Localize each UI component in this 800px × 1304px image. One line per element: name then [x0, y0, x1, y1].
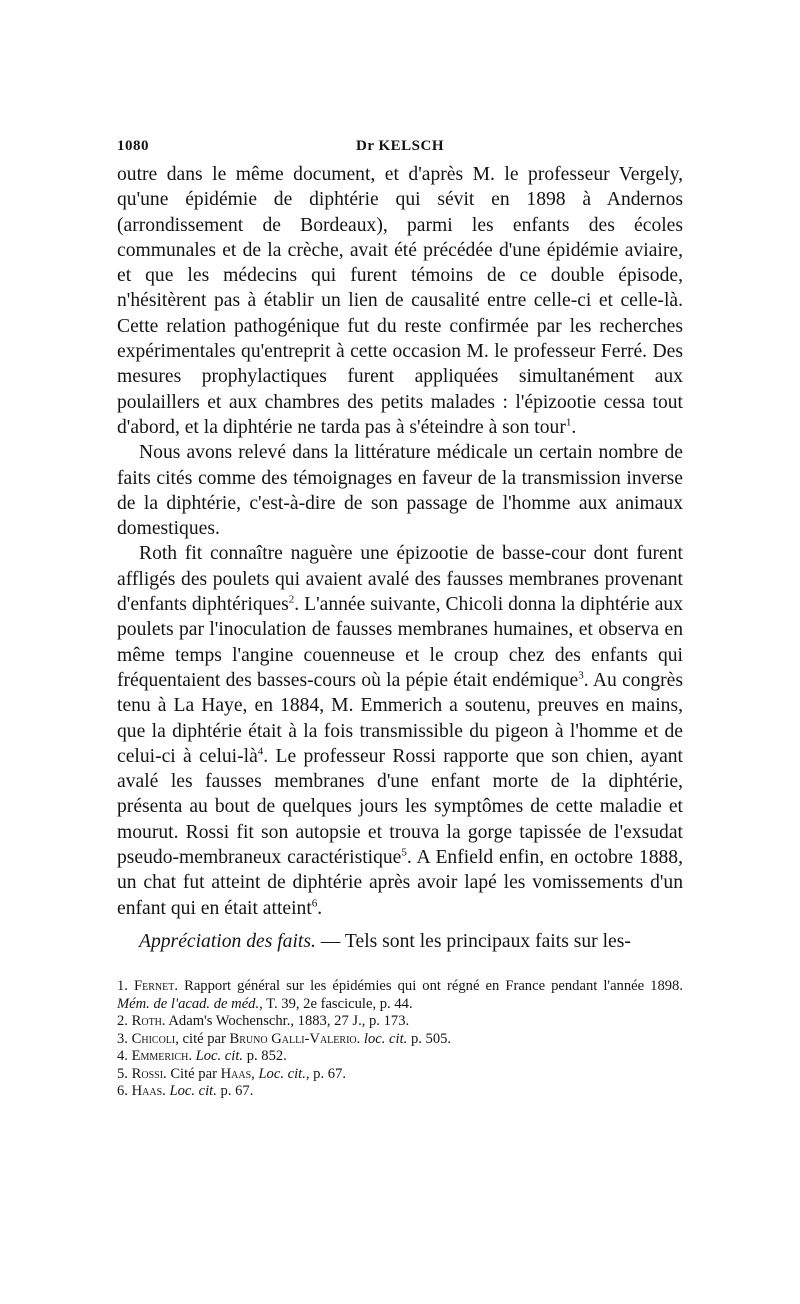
footnote-author: Bruno Galli-Valerio [229, 1030, 357, 1047]
footnote-4 [117, 1048, 683, 1066]
footnote-author: Fernet [134, 978, 175, 995]
running-head [117, 138, 683, 162]
footnote-source: Loc. cit. [169, 1083, 217, 1100]
footnote-number: 2. [117, 1013, 128, 1030]
footnote-number: 6. [117, 1083, 128, 1100]
footnote-author: Rossi [131, 1065, 164, 1082]
footnotes [117, 978, 683, 1101]
running-title: Dr KELSCH [356, 138, 444, 154]
footnote-source: Loc. cit. [195, 1048, 244, 1065]
footnote-ref-6: 6 [311, 897, 318, 910]
footnote-ref-3: 3 [578, 669, 584, 682]
footnote-author: Haas [131, 1083, 163, 1100]
footnote-5: 5. Rossi. Cité par Haas, Loc. cit., p. 67. [117, 1065, 347, 1082]
paragraph-2: Nous avons relevé dans la littérature médicale un certain nombre de faits cités comme des témoignages en faveur de la transmission inverse de la diphtérie, c'est-à-dire de son passage de l'homme aux animaux domestiques. [117, 442, 683, 540]
paragraph-1-text: outre dans le même document, et d'après M. le professeur Vergely, qu'une épidémie de diphtérie qui sévit en 1898 à Andernos (arrondissement de Bordeaux), parmi les enfants des écoles communales et de la crèche, avait été précédée d'une épidémie aviaire, et que les médecins qui furent témoins de ce double épisode, n'hésitèrent pas à établir un lien de causalité entre celle-ci et celle-là. Cette relation pathogénique fut du reste confirmée par les recherches expérimentales qu'entreprit à cette occasion M. le professeur Ferré. Des mesures prophylactiques furent appliquées simultanément aux poulaillers et aux chambres des petits malades : l'épizootie cessa tout d'abord, et la diphtérie ne tarda pas à s'éteindre à son tour [117, 164, 683, 438]
paragraph-1: outre dans le même document, et d'après M. le professeur Vergely, qu'une épidémie de diphtérie qui sévit en 1898 à Andernos (arrondissement de Bordeaux), parmi les enfants des écoles communales et de la crèche, avait été précédée d'une épidémie aviaire, et que les médecins qui furent témoins de ce double épisode, n'hésitèrent pas à établir un lien de causalité entre celle-ci et celle-là. Cette relation pathogénique fut du reste confirmée par les recherches expérimentales qu'entreprit à cette occasion M. le professeur Ferré. Des mesures prophylactiques furent appliquées simultanément aux poulaillers et aux chambres des petits malades : l'épizootie cessa tout d'abord, et la diphtérie ne tarda pas à s'éteindre à son tour$^1$. [117, 164, 683, 438]
footnote-ref-5: 5 [401, 846, 407, 859]
footnote-6 [117, 1083, 683, 1101]
footnote-source: loc. cit. [363, 1030, 408, 1047]
footnote-source: Loc. cit. [258, 1065, 306, 1082]
footnote-number: 3. [117, 1030, 128, 1047]
footnote-1 [117, 978, 683, 1013]
footnote-source: Mém. de l'acad. de méd. [117, 995, 260, 1012]
paragraph-3-part-c: . Au congrès tenu à La Haye, en 1884, M. Emmerich a soutenu, preuves en mains, que la diphtérie était à la fois transmissible du pigeon à l'homme et de celui-ci à celui-là [117, 669, 683, 767]
footnote-text: p. 505. [407, 1030, 452, 1047]
footnote-text: . Cité par [163, 1065, 221, 1082]
paragraph-3-part-d: . Le professeur Rossi rapporte que son chien, ayant avalé les fausses membranes d'une enfant morte de la diphtérie, présenta au bout de quelques jours les symptômes de cette maladie et mourut. Rossi fit son autopsie et trouva la gorge tapissée de l'exsudat pseudo-membraneux caractéristique [117, 745, 684, 869]
footnote-3: 3. Chicoli, cité par Bruno Galli-Valerio. loc. cit. p. 505. [117, 1030, 452, 1047]
footnote-text: . Rapport général sur les épidémies qui ont régné en France pendant l'année 1898. [174, 978, 683, 995]
footnote-text: p. 852. [243, 1048, 287, 1065]
footnote-author: Haas [220, 1065, 252, 1082]
paragraph-4-text: — Tels sont les principaux faits sur les- [315, 930, 631, 952]
footnote-author: Emmerich [131, 1048, 189, 1065]
footnote-author: Chicoli [131, 1030, 176, 1047]
page-number: 1080 [117, 138, 149, 154]
footnote-2 [117, 1013, 683, 1031]
footnote-number: 5. [117, 1065, 128, 1082]
footnote-author: Roth [131, 1013, 162, 1030]
paragraph-3-part-b: . L'année suivante, Chicoli donna la diphtérie aux poulets par l'inoculation de fausses membranes humaines, et observa en même temps l'angine couenneuse et le croup chez des enfants qui fréquentaient des basses-cours où la pépie était endémique [117, 594, 683, 691]
section-heading: Appréciation des faits. [139, 930, 316, 952]
footnote-ref-1: 1 [565, 416, 572, 429]
book-page [117, 138, 683, 1101]
footnote-text: , cité par [175, 1030, 230, 1047]
paragraph-3-part-a: Roth fit connaître naguère une épizootie de basse-cour dont furent affligés des poulets qui avaient avalé des fausses membranes provenant d'enfants diphtériques [117, 543, 683, 616]
footnote-number: 4. [117, 1048, 128, 1065]
footnote-number: 1. [117, 978, 128, 995]
footnote-text: . [162, 1083, 170, 1100]
footnote-text: . [188, 1048, 196, 1065]
paragraph-3-part-e: . A Enfield enfin, en octobre 1888, un chat fut atteint de diphtérie après avoir lapé les vomissements d'un enfant qui en était atteint [117, 847, 683, 919]
footnote-text: , T. 39, 2e fascicule, p. 44. [259, 995, 413, 1012]
body-text [117, 162, 683, 954]
footnote-text: , p. 67. [305, 1065, 347, 1082]
footnote-ref-4: 4 [257, 745, 264, 758]
paragraph-4 [117, 929, 683, 954]
footnote-text: p. 67. [216, 1083, 254, 1100]
paragraph-3 [117, 541, 683, 920]
footnote-ref-2: 2 [288, 593, 295, 606]
paragraph-3-part-f: . [317, 897, 323, 919]
footnote-text: . Adam's Wochenschr., 1883, 27 J., p. 173. [161, 1013, 410, 1030]
